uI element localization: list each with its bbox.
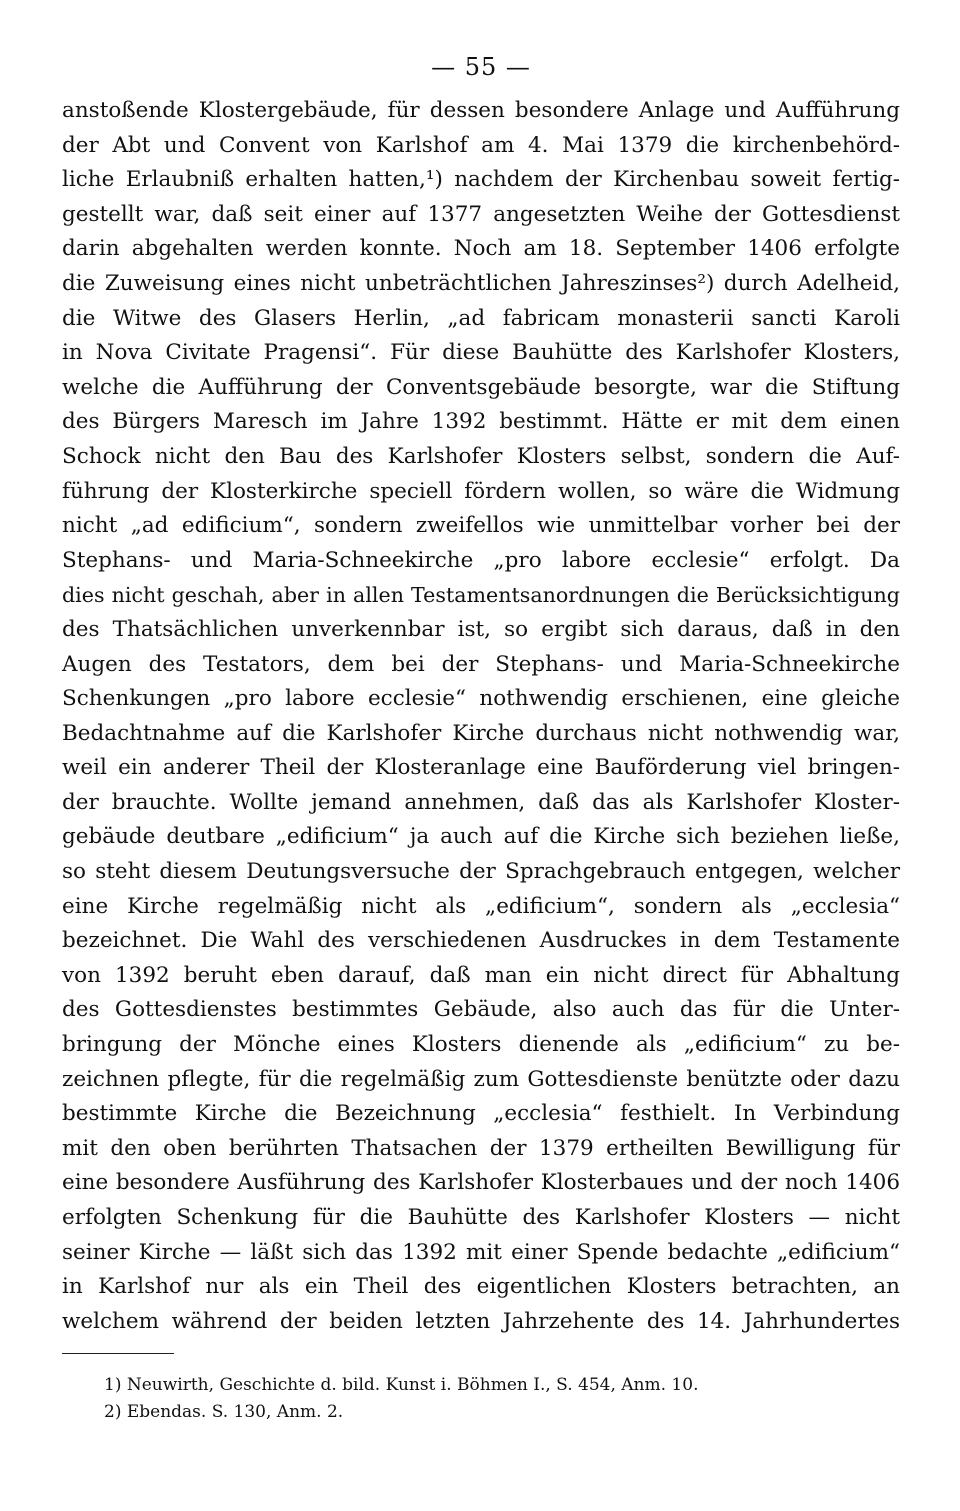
text-line: so steht diesem Deutungsversuche der Sprachgebrauch entgegen, welcher [62,859,900,885]
footnote-1: 1) Neuwirth, Geschichte d. bild. Kunst i. Böhmen I., S. 454, Anm. 10. [104,1375,699,1396]
text-line: des Gottesdienstes bestimmtes Gebäude, also auch das für die Unter- [62,997,900,1023]
text-line: liche Erlaubniß erhalten hatten,¹) nachdem der Kirchenbau soweit fertig- [62,167,900,193]
text-line: Schock nicht den Bau des Karlshofer Klosters selbst, sondern die Auf- [62,443,900,469]
text-line: von 1392 beruht eben darauf, daß man ein nicht direct für Abhaltung [62,962,900,988]
text-line: anstoßende Klostergebäude, für dessen besondere Anlage und Aufführung [62,98,900,123]
text-line: in Nova Civitate Pragensi“. Für diese Bauhütte des Karlshofer Klosters, [62,340,900,366]
page-number: — 55 — [431,53,531,81]
text-line: welchem während der beiden letzten Jahrzehente des 14. Jahrhundertes [62,1308,900,1334]
text-line: des Thatsächlichen unverkennbar ist, so ergibt sich daraus, daß in den [62,616,900,642]
text-line: bringung der Mönche eines Klosters dienende als „edificium“ zu be- [62,1032,900,1058]
text-line: dies nicht geschah, aber in allen Testamentsanordnungen die Berücksichtigung [62,583,900,608]
text-line: die Witwe des Glasers Herlin, „ad fabricam monasterii sancti Karoli [62,305,900,331]
text-line: zeichnen pflegte, für die regelmäßig zum Gottesdienste benützte oder dazu [62,1066,900,1092]
text-line: nicht „ad edificium“, sondern zweifellos wie unmittelbar vorher bei der [62,513,900,539]
footnote-divider [62,1353,174,1354]
text-line: Bedachtnahme auf die Karlshofer Kirche durchaus nicht nothwendig war, [62,720,900,746]
text-line: darin abgehalten werden konnte. Noch am 18. September 1406 erfolgte [62,236,900,262]
text-line: mit den oben berührten Thatsachen der 1379 ertheilten Bewilligung für [62,1135,900,1161]
footnote-2: 2) Ebendas. S. 130, Anm. 2. [104,1402,344,1423]
footnotes [62,1372,900,1426]
text-line: die Zuweisung eines nicht unbeträchtlichen Jahreszinses²) durch Adelheid, [62,270,900,296]
text-line: Augen des Testators, dem bei der Stephans- und Maria-Schneekirche [62,651,900,677]
text-line: weil ein anderer Theil der Klosteranlage eine Bauförderung viel bringen- [62,755,900,781]
text-line: gebäude deutbare „edificium“ ja auch auf die Kirche sich beziehen ließe, [62,824,900,850]
text-line: der Abt und Convent von Karlshof am 4. Mai 1379 die kirchenbehörd- [62,132,900,158]
document-page [62,50,900,1426]
text-line: des Bürgers Maresch im Jahre 1392 bestimmt. Hätte er mit dem einen [62,409,900,435]
text-line: eine besondere Ausführung des Karlshofer Klosterbaues und der noch 1406 [62,1170,900,1196]
text-line: in Karlshof nur als ein Theil des eigentlichen Klosters betrachten, an [62,1274,900,1300]
text-line: erfolgten Schenkung für die Bauhütte des Karlshofer Klosters — nicht [62,1205,900,1230]
body-text [62,94,900,1339]
text-line: seiner Kirche — läßt sich das 1392 mit einer Spende bedachte „edificium“ [62,1239,900,1265]
text-line: der brauchte. Wollte jemand annehmen, daß das als Karlshofer Kloster- [62,789,900,815]
text-line: Stephans- und Maria-Schneekirche „pro labore ecclesie“ erfolgt. Da [62,547,900,573]
text-line: führung der Klosterkirche speciell fördern wollen, so wäre die Widmung [62,478,900,504]
text-line: welche die Aufführung der Conventsgebäude besorgte, war die Stiftung [62,374,900,400]
text-line: gestellt war, daß seit einer auf 1377 angesetzten Weihe der Gottesdienst [62,201,900,227]
text-line: Schenkungen „pro labore ecclesie“ nothwendig erschienen, eine gleiche [62,686,900,712]
text-line: eine Kirche regelmäßig nicht als „edificium“, sondern als „ecclesia“ [62,893,900,919]
text-line: bezeichnet. Die Wahl des verschiedenen Ausdruckes in dem Testamente [62,928,900,954]
text-line: bestimmte Kirche die Bezeichnung „ecclesia“ festhielt. In Verbindung [62,1101,900,1127]
